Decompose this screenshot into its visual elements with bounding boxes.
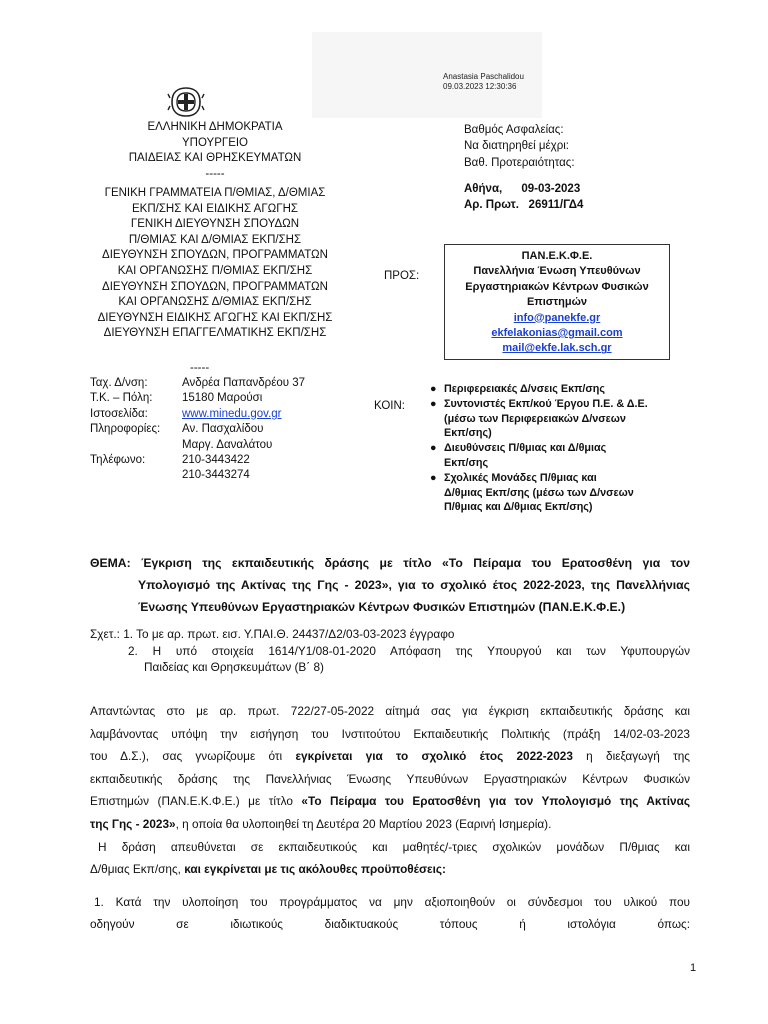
bullet-icon: ● (430, 397, 437, 410)
department-header (60, 186, 370, 342)
letter-body (90, 700, 690, 936)
contact-value: Ανδρέα Παπανδρέου 37 (182, 377, 305, 389)
greek-coat-of-arms-icon (166, 82, 206, 122)
dept-line: ΚΑΙ ΟΡΓΑΝΩΣΗΣ Π/ΘΜΙΑΣ ΕΚΠ/ΣΗΣ (117, 264, 313, 277)
subject-line: Υπολογισμό της Ακτίνας της Γης - 2023», για το σχολικό έτος 2022-2023, της Πανελλήνιας (138, 578, 690, 592)
body-text: , η οποία θα υλοποιηθεί τη Δευτέρα 20 Μαρτίου 2023 (Εαρινή Ισημερία). (175, 816, 552, 831)
signer-name: Anastasia Paschalidou (443, 72, 524, 81)
place-label: Αθήνα, (464, 183, 503, 195)
cc-item (430, 382, 690, 397)
recipient-line: Πανελλήνια Ένωση Υπευθύνων (473, 265, 641, 278)
contact-value: 15180 Μαρούσι (182, 392, 263, 405)
contact-value: Μαργ. Δαναλάτου (182, 438, 273, 451)
cc-list (430, 382, 690, 515)
dept-line: Π/ΘΜΙΑΣ ΚΑΙ Δ/ΘΜΙΑΣ ΕΚΠ/ΣΗΣ (128, 233, 302, 246)
contact-value: 210-3443274 (182, 469, 250, 482)
recipient-line: Εργαστηριακών Κέντρων Φυσικών (465, 280, 649, 293)
body-emphasis: της Γης - 2023» (90, 816, 176, 831)
dept-line: ΓΕΝΙΚΗ ΔΙΕΥΘΥΝΣΗ ΣΠΟΥΔΩΝ (130, 218, 300, 231)
security-level-label: Βαθμός Ασφαλείας: (464, 124, 564, 136)
body-text: Δ/θμιας Εκπ/σης, (90, 862, 185, 877)
header-line: ΕΛΛΗΝΙΚΗ ΔΗΜΟΚΡΑΤΙΑ (147, 121, 283, 133)
dept-line: ΓΕΝΙΚΗ ΓΡΑΜΜΑΤΕΙΑ Π/ΘΜΙΑΣ, Δ/ΘΜΙΑΣ (104, 187, 326, 199)
dept-line: ΔΙΕΥΘΥΝΣΗ ΕΙΔΙΚΗΣ ΑΓΩΓΗΣ ΚΑΙ ΕΚΠ/ΣΗΣ (97, 311, 333, 324)
cc-label: ΚΟΙΝ: (374, 400, 405, 412)
document-meta (464, 122, 575, 171)
body-line (90, 858, 690, 881)
cc-line: Σχολικές Μονάδες Π/θμιας και (444, 471, 597, 484)
body-line (90, 813, 690, 836)
header-line: ΠΑΙΔΕΙΑΣ ΚΑΙ ΘΡΗΣΚΕΥΜΑΤΩΝ (128, 152, 302, 165)
body-text: του Δ.Σ.), σας γνωρίζουμε ότι (90, 749, 296, 764)
body-line: Απαντώντας στο με αρ. πρωτ. 722/27-05-2022 αίτημά σας για έγκριση εκπαιδευτικής δράσης και (90, 704, 690, 718)
to-label: ΠΡΟΣ: (384, 270, 420, 282)
protocol-label: Αρ. Πρωτ. (464, 199, 519, 212)
cc-line: Εκπ/σης (444, 456, 489, 469)
dept-line: ΔΙΕΥΘΥΝΣΗ ΕΠΑΓΓΕΛΜΑΤΙΚΗΣ ΕΚΠ/ΣΗΣ (103, 327, 327, 340)
contact-value: 210-3443422 (182, 454, 250, 467)
body-line: εκπαιδευτικής δράσης της Πανελλήνιας Ένωσης Υπευθύνων Εργαστηριακών Κέντρων Φυσικών (90, 771, 690, 786)
body-line (90, 790, 690, 813)
body-emphasis: και εγκρίνεται με τις ακόλουθες προϋποθέσεις: (184, 862, 446, 877)
body-line: Η δράση απευθύνεται σε εκπαιδευτικούς και μαθητές/-τριες σχολικών μονάδων Π/θμιας και (98, 839, 690, 854)
email-link[interactable]: mail@ekfe.lak.sch.gr (502, 342, 612, 355)
body-emphasis: «Το Πείραμα του Ερατοσθένη για τον Υπολογισμό της Ακτίνας (301, 794, 690, 809)
page-number: 1 (690, 962, 697, 974)
bullet-icon: ● (430, 442, 437, 455)
recipient-line: ΠΑΝ.Ε.Κ.Φ.Ε. (521, 250, 593, 262)
signature-datetime: 09.03.2023 12:30:36 (443, 82, 517, 91)
document-date: 09-03-2023 (521, 183, 581, 195)
bullet-icon: ● (430, 471, 437, 484)
date-and-protocol (464, 181, 583, 214)
cc-line: Διευθύνσεις Π/θμιας και Δ/θμιας (444, 442, 607, 455)
protocol-number: 26911/ΓΔ4 (528, 199, 584, 212)
condition-line: οδηγούν σε ιδιωτικούς διαδικτυακούς τόπους ή ιστολόγια όπως: (90, 917, 690, 932)
dept-line: ΚΑΙ ΟΡΓΑΝΩΣΗΣ Δ/ΘΜΙΑΣ ΕΚΠ/ΣΗΣ (118, 296, 312, 309)
body-text: Επιστημών (ΠΑΝ.Ε.Κ.Φ.Ε.) με τίτλο (90, 794, 302, 809)
contact-label: Ταχ. Δ/νση: (90, 377, 148, 389)
website-link[interactable]: www.minedu.gov.gr (182, 407, 282, 420)
ministry-header (60, 120, 370, 182)
recipient-line: Επιστημών (526, 296, 588, 309)
contact-label: Τ.Κ. – Πόλη: (90, 392, 153, 405)
keep-until-label: Να διατηρηθεί μέχρι: (464, 140, 569, 153)
cc-line: (μέσω των Περιφερειακών Δ/νσεων (444, 412, 626, 425)
contact-label: Τηλέφωνο: (90, 454, 146, 467)
contact-label (90, 438, 182, 453)
cc-line: Π/θμιας και Δ/θμιας Εκπ/σης) (444, 501, 593, 514)
dept-line: ΔΙΕΥΘΥΝΣΗ ΣΠΟΥΔΩΝ, ΠΡΟΓΡΑΜΜΑΤΩΝ (102, 249, 328, 262)
priority-label: Βαθ. Προτεραιότητας: (464, 156, 575, 169)
dept-line: ΕΚΠ/ΣΗΣ ΚΑΙ ΕΙΔΙΚΗΣ ΑΓΩΓΗΣ (131, 202, 299, 215)
subject-line: ΘΕΜΑ: Έγκριση της εκπαιδευτικής δράσης με τίτλο «Το Πείραμα του Ερατοσθένη για τον (90, 556, 690, 570)
body-text: η διεξαγωγή της (572, 749, 690, 764)
recipient-box (444, 244, 670, 360)
contact-value: Αν. Πασχαλίδου (182, 423, 264, 436)
cc-line: Περιφερειακές Δ/νσεις Εκπ/σης (444, 383, 605, 395)
subject-block (90, 552, 690, 618)
cc-item (430, 441, 690, 471)
digital-signature (443, 72, 524, 92)
contact-label: Πληροφορίες: (90, 423, 161, 436)
reference-line: Σχετ.: 1. Το με αρ. πρωτ. εισ. Υ.ΠΑΙ.Θ. 24437/Δ2/03-03-2023 έγγραφο (90, 627, 455, 641)
dept-line: ΔΙΕΥΘΥΝΣΗ ΣΠΟΥΔΩΝ, ΠΡΟΓΡΑΜΜΑΤΩΝ (102, 280, 328, 293)
subject-line: Ένωσης Υπευθύνων Εργαστηριακών Κέντρων Φυσικών Επιστημών (ΠΑΝ.Ε.Κ.Φ.Ε.) (138, 600, 626, 614)
reference-line: 2. Η υπό στοιχεία 1614/Υ1/08-01-2020 Απόφαση της Υπουργού και των Υφυπουργών (128, 643, 690, 658)
contact-details (90, 376, 330, 484)
body-line (90, 745, 690, 768)
cc-line: Εκπ/σης) (444, 427, 492, 440)
condition-line: 1. Κατά την υλοποίηση του προγράμματος να μην αξιοποιηθούν οι σύνδεσμοι του υλικού που (94, 894, 690, 909)
contact-separator: ----- (190, 362, 210, 374)
cc-line: Συντονιστές Εκπ/κού Έργου Π.Ε. & Δ.Ε. (444, 397, 648, 410)
bullet-icon: ● (430, 383, 437, 395)
cc-line: Δ/θμιας Εκπ/σης (μέσω των Δ/νσεων (444, 486, 634, 499)
body-line: λαμβάνοντας υπόψη την εισήγηση του Ινστιτούτου Εκπαιδευτικής Πολιτικής (πράξη 14/02-03-2023 (90, 726, 690, 741)
reference-line: Παιδείας και Θρησκευμάτων (Β΄ 8) (144, 660, 324, 674)
header-line: ΥΠΟΥΡΓΕΙΟ (181, 136, 249, 149)
references (90, 626, 690, 676)
header-separator: ----- (205, 167, 225, 180)
contact-label: Ιστοσελίδα: (90, 407, 148, 420)
cc-item (430, 471, 690, 515)
body-emphasis: εγκρίνεται για το σχολικό έτος 2022-2023 (295, 749, 573, 764)
contact-label (90, 468, 182, 483)
cc-item (430, 397, 690, 441)
email-link[interactable]: info@panekfe.gr (513, 311, 601, 324)
email-link[interactable]: ekfelakonias@gmail.com (491, 327, 623, 340)
